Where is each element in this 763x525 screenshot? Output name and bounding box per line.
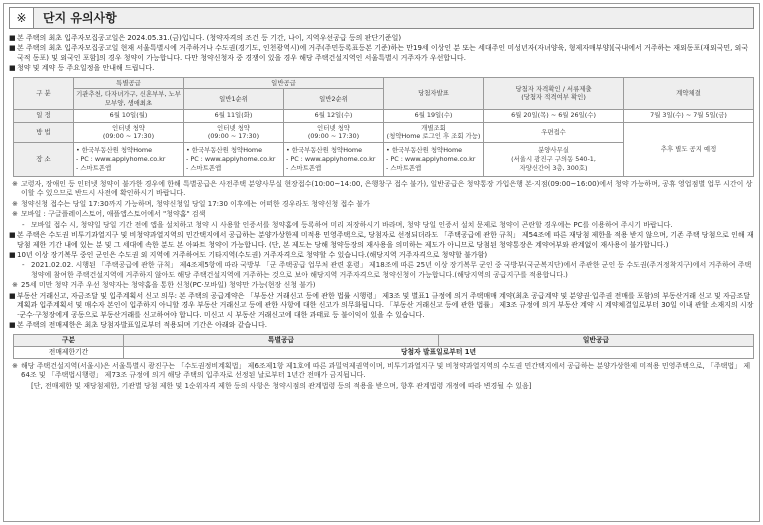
schedule-header-rank2: 일반2순위 — [284, 89, 384, 109]
row-label-place: 장 소 — [14, 142, 74, 176]
contract-note: 추후 별도 공지 예정 — [624, 122, 754, 176]
note-item: ※ 25세 미만 청약 거주 우선 청약자는 청약홈을 통한 신청(PC·모바일) 청약만 가능(현장 신청 불가) — [12, 281, 316, 290]
method-cell: 인터넷 청약 (09:00 ~ 17:30) — [284, 122, 384, 142]
note-item: [단, 전매제한 및 재당첨제한, 기관별 당첨 제한 및 1순위자격 제한 등의 사항은 청약시점의 관계법령 등의 적용을 받으며, 향후 관계법령 개정에 따라 변경될 수 있음] — [31, 381, 532, 390]
schedule-header-general: 일반공급 — [184, 77, 384, 89]
ban-header-type: 구분 — [14, 334, 124, 346]
note-item: - 모바일 접수 시, 청약일 당일 기간 전에 앱을 설치하고 청약 시 사용할 인증서를 청약홈에 등록하여 미리 저장하시기 바라며, 청약 당일 인증서 설치 문제로 청약이 곤란할 경우에는 PC를 이용하여 주시기 바랍니다. — [22, 220, 673, 229]
notice-item: ■ 본 주택의 전매제한은 최초 당첨자발표일로부터 적용되며 기간은 아래와 같습니다. — [9, 321, 267, 330]
method-cell-mail: 우편접수 — [484, 122, 624, 142]
note-item: ※ 청약신청 접수는 당일 17:30까지 가능하며, 청약신청일 당일 17:30 이후에는 어떠한 경우라도 청약신청 접수 불가 — [12, 199, 370, 208]
note-item: ※ 고령자, 장애인 등 인터넷 청약이 불가한 경우에 한해 특별공급은 사전주택 분양사무실 현장접수(10:00~14:00, 은행창구 접수 불가), 일반공급은 청약통장 가입은행 본·지점(09:00~16:00)에서 청약 가능하며, 공휴 영업점별 업무 시간이 상이할 수 있으므로 반드시 사전에 확인하시기 바랍니다. — [12, 179, 753, 198]
schedule-header-contract: 계약체결 — [624, 77, 754, 109]
reference-mark-icon: ※ — [10, 8, 34, 28]
note-item: ※ 모바일 : 구글플레이스토어, 애플앱스토어에서 "청약홈" 검색 — [12, 210, 206, 219]
intro-item: ■ 청약 및 계약 등 주요일정을 안내해 드립니다. — [9, 64, 155, 73]
date-cell: 6월 20일(목) ~ 6월 26일(수) — [484, 109, 624, 122]
schedule-header-winner: 당첨자발표 — [384, 77, 484, 109]
ban-period-value: 당첨자 발표일로부터 1년 — [124, 346, 754, 358]
section-title: 단지 유의사항 — [43, 10, 117, 25]
place-cell: • 한국부동산원 청약Home - PC : www.applyhome.co.kr - 스마트폰앱 — [284, 142, 384, 176]
notice-subitem: - 2021.02.02. 시행된 「주택공급에 관한 규칙」 제4조제5항에 따라 국방부 「군 주택공급 업무처 관련 훈령」 제18조에 따른 25년 이상 장기복무 군인 중 국방부(국군복지단)에서 주관한 군인 등 수도권(주거정착지구)에서 거주하여 주택 청약에 참여한 주택건설지역에 거주하지 않아도 해당 주택건설지역에 거주하는 것으로 보아 해당지역 거주자격으로 청약신청이 가능합니다.(해당지역의 공급지구를 적용합니다.) — [22, 261, 752, 279]
notice-item: ■ 본 주택은 수도권 비투기과열지구 및 비청약과열지역의 민간택지에서 공급하는 분양가상한제 미적용 민영주택으로, 당첨자로 선정되더라도 「주택공급에 관한 규칙」 제54조에 따른 재당첨 제한을 적용 받지 않으며, 기존 주택 당첨으로 인해 재당첨 제한 기간 내에 있는 분 및 그 세대에 속한 분도 본 아파트 청약이 가능합니다. (단, 본 제도는 당해 청약등장의 재사용을 의미하는 제도가 아니므로 당첨된 청약통장은 계약여부와 관계없이 재사용이 불가합니다.) — [9, 231, 754, 249]
method-cell: 인터넷 청약 (09:00 ~ 17:30) — [184, 122, 284, 142]
section-title-bar — [9, 7, 754, 29]
intro-item: ■ 본 주택의 최초 입주자모집공고일은 2024.05.31.(금)입니다. (청약자격의 조건 등 기간, 나이, 지역우선공급 등의 판단기준일) — [9, 34, 402, 42]
place-cell: • 한국부동산원 청약Home - PC : www.applyhome.co.kr - 스마트폰앱 — [384, 142, 484, 176]
row-label-date: 일 정 — [14, 109, 74, 122]
date-cell: 6월 10일(월) — [74, 109, 184, 122]
schedule-header-special-sub: 기관추천, 다자녀가구, 신혼부부, 노부모부양, 생애최초 — [74, 89, 184, 109]
schedule-table — [13, 77, 754, 177]
schedule-corner: 구 분 — [14, 77, 74, 109]
ban-row-label: 전매제한기간 — [14, 346, 124, 358]
date-cell: 6월 11일(화) — [184, 109, 284, 122]
place-cell-office: 분양사무실 (서울시 광진구 구의동 540-1, 자양신간어 3층, 300호) — [484, 142, 624, 176]
row-label-method: 방 법 — [14, 122, 74, 142]
intro-item: ■ 본 주택의 최초 입주자모집공고일 현재 서울특별시에 거주하거나 수도권(경기도, 인천광역시)에 거주(주민등록표등본 기준)하는 만19세 이상인 분 또는 세대주인 미성년자(자녀양육, 형제자매부양)[국내에서 거주하는 재외동포(재외국민, 외국국적 동포) 및 외국인 포함]의 경우 청약이 가능합니다. 다만 청약신청자 중 경쟁이 있을 경우 해당 주택건설지역인 서울특별시 거주자가 우선합니다. — [9, 44, 749, 62]
method-cell: 인터넷 청약 (09:00 ~ 17:30) — [74, 122, 184, 142]
date-cell: 6월 19일(수) — [384, 109, 484, 122]
ban-header-general: 일반공급 — [439, 334, 754, 346]
resale-restriction-table — [13, 334, 754, 359]
schedule-header-docs: 당첨자 자격확인 / 서류제출 (당첨자 적격여부 확인) — [484, 77, 624, 109]
date-cell: 6월 12일(수) — [284, 109, 384, 122]
notice-item: ■ 10년 이상 장기복무 중인 군인은 수도권 외 지역에 거주하여도 기타지역(수도권) 거주자격으로 청약할 수 있습니다.(해당지역 거주자격으로 청약할 불가함) — [9, 251, 488, 260]
notice-document — [3, 3, 760, 522]
notice-item: ■ 부동산 거래신고, 자금조달 및 입주계획서 신고 의무: 본 주택의 공급계약은 「부동산 거래신고 등에 관한 법률 시행령」 제3조 및 별표1 규정에 의거 주택매매 계약(최초 공급계약 및 분양권·입주권 전매를 포함)의 부동산거래 신고 및 자금조달계획과 입주계획서 및 매수자 본인이 입주하지 아니할 경우 부동산 거래신고 등에 관한 사항에 대한 신고가 의무화됩니다. 「부동산 거래신고 등에 관한 법률」 제3조 규정에 의거 부동산 계약 시 계약체결일로부터 30일 이내 관할 소재지의 시장·군수·구청장에게 공동으로 부동산거래를 신고하여야 합니다. 미신고 시 부동산 거래신고에 대한 과태료 등 불이익이 있을 수 있습니다. — [9, 291, 754, 319]
place-cell: • 한국부동산원 청약Home - PC : www.applyhome.co.kr - 스마트폰앱 — [184, 142, 284, 176]
method-cell: 개별조회 (청약Home 로그인 후 조회 가능) — [384, 122, 484, 142]
ban-header-special: 특별공급 — [124, 334, 439, 346]
schedule-header-rank1: 일반1순위 — [184, 89, 284, 109]
place-cell: • 한국부동산원 청약Home - PC : www.applyhome.co.kr - 스마트폰앱 — [74, 142, 184, 176]
date-cell: 7월 3일(수) ~ 7월 5일(금) — [624, 109, 754, 122]
schedule-header-special: 특별공급 — [74, 77, 184, 89]
note-item: ※ 해당 주택건설지역(서울시)은 서울특별시 광진구는 「수도권정비계획법」 제6조제1항 제1호에 따른 과밀억제권역이며, 비투기과열지구 및 비청약과열지역의 수도권 민간택지에서 공급하는 분양가상한제 미적용 민영주택으로, 「주택법」 제64조 및 「주택법시행령」 제73조 규정에 의거 해당 주택의 입주자로 선정된 날로부터 1년간 전매가 금지됩니다. — [12, 361, 751, 380]
